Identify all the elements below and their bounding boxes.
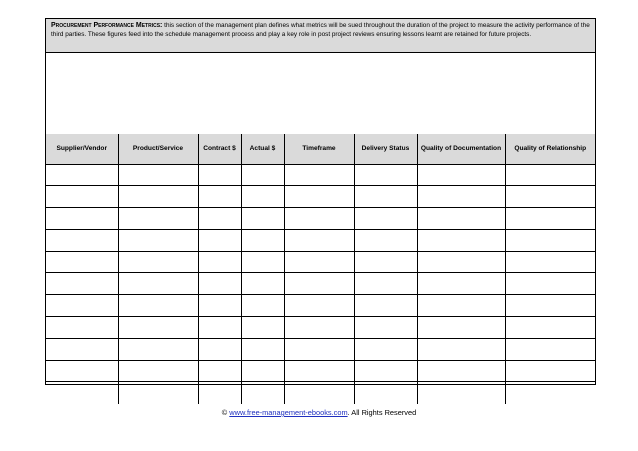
table-cell[interactable] [354, 208, 417, 230]
table-row [46, 382, 595, 404]
table-cell[interactable] [198, 164, 241, 186]
table-cell[interactable] [417, 317, 505, 339]
table-cell[interactable] [354, 338, 417, 360]
table-cell[interactable] [505, 338, 595, 360]
table-cell[interactable] [46, 208, 118, 230]
table-cell[interactable] [284, 382, 354, 404]
table-cell[interactable] [198, 338, 241, 360]
table-cell[interactable] [417, 273, 505, 295]
table-cell[interactable] [46, 295, 118, 317]
table-cell[interactable] [118, 164, 198, 186]
metrics-table [46, 134, 595, 404]
table-cell[interactable] [198, 382, 241, 404]
table-cell[interactable] [118, 382, 198, 404]
table-cell[interactable] [505, 229, 595, 251]
column-header-product-service: Product/Service [118, 134, 198, 164]
table-cell[interactable] [417, 295, 505, 317]
table-cell[interactable] [46, 338, 118, 360]
rights-text: . All Rights Reserved [347, 408, 417, 417]
table-cell[interactable] [46, 360, 118, 382]
table-cell[interactable] [505, 186, 595, 208]
table-cell[interactable] [284, 295, 354, 317]
table-cell[interactable] [118, 251, 198, 273]
table-cell[interactable] [284, 317, 354, 339]
table-cell[interactable] [46, 229, 118, 251]
table-cell[interactable] [241, 360, 284, 382]
website-link[interactable]: www.free-management-ebooks.com [229, 408, 348, 417]
table-cell[interactable] [241, 251, 284, 273]
table-body [46, 164, 595, 404]
table-cell[interactable] [118, 273, 198, 295]
table-cell[interactable] [354, 186, 417, 208]
table-cell[interactable] [284, 208, 354, 230]
table-cell[interactable] [118, 338, 198, 360]
table-cell[interactable] [417, 360, 505, 382]
table-cell[interactable] [284, 164, 354, 186]
table-cell[interactable] [118, 295, 198, 317]
table-cell[interactable] [505, 382, 595, 404]
table-cell[interactable] [505, 360, 595, 382]
column-header-delivery-status: Delivery Status [354, 134, 417, 164]
column-header-timeframe: Timeframe [284, 134, 354, 164]
table-row [46, 186, 595, 208]
table-cell[interactable] [118, 208, 198, 230]
column-header-quality-documentation: Quality of Documentation [417, 134, 505, 164]
table-cell[interactable] [118, 186, 198, 208]
footer [0, 408, 638, 417]
table-cell[interactable] [198, 186, 241, 208]
table-cell[interactable] [46, 186, 118, 208]
table-cell[interactable] [241, 208, 284, 230]
table-cell[interactable] [354, 273, 417, 295]
table-row [46, 338, 595, 360]
table-cell[interactable] [198, 273, 241, 295]
table-cell[interactable] [505, 273, 595, 295]
table-cell[interactable] [118, 229, 198, 251]
column-header-supplier-vendor: Supplier/Vendor [46, 134, 118, 164]
table-cell[interactable] [198, 295, 241, 317]
copyright-symbol: © [221, 408, 228, 417]
table-cell[interactable] [198, 208, 241, 230]
table-cell[interactable] [284, 360, 354, 382]
table-cell[interactable] [241, 164, 284, 186]
table-cell[interactable] [505, 208, 595, 230]
column-header-quality-relationship: Quality of Relationship [505, 134, 595, 164]
table-cell[interactable] [354, 382, 417, 404]
section-title: Procurement Performance Metrics: [51, 22, 163, 29]
table-cell[interactable] [354, 360, 417, 382]
table-row [46, 360, 595, 382]
table-row [46, 295, 595, 317]
table-cell[interactable] [505, 317, 595, 339]
table-row [46, 317, 595, 339]
table-cell[interactable] [46, 317, 118, 339]
table-cell[interactable] [354, 317, 417, 339]
table-cell[interactable] [505, 295, 595, 317]
table-cell[interactable] [46, 251, 118, 273]
table-cell[interactable] [417, 251, 505, 273]
table-cell[interactable] [241, 382, 284, 404]
notes-area[interactable] [46, 53, 595, 135]
table-cell[interactable] [354, 229, 417, 251]
table-cell[interactable] [417, 338, 505, 360]
table-row [46, 251, 595, 273]
table-cell[interactable] [118, 360, 198, 382]
table-cell[interactable] [198, 229, 241, 251]
table-cell[interactable] [354, 295, 417, 317]
table-cell[interactable] [198, 360, 241, 382]
table-cell[interactable] [354, 164, 417, 186]
table-cell[interactable] [241, 317, 284, 339]
column-header-contract: Contract $ [198, 134, 241, 164]
table-row [46, 164, 595, 186]
table-cell[interactable] [241, 295, 284, 317]
table-cell[interactable] [198, 317, 241, 339]
table-cell[interactable] [284, 273, 354, 295]
table-cell[interactable] [354, 251, 417, 273]
table-cell[interactable] [417, 229, 505, 251]
column-header-actual: Actual $ [241, 134, 284, 164]
table-cell[interactable] [505, 164, 595, 186]
table-cell[interactable] [46, 273, 118, 295]
table-header-row [46, 134, 595, 164]
table-cell[interactable] [505, 251, 595, 273]
table-cell[interactable] [284, 338, 354, 360]
table-cell[interactable] [417, 382, 505, 404]
table-cell[interactable] [284, 186, 354, 208]
table-cell[interactable] [241, 338, 284, 360]
table-cell[interactable] [417, 186, 505, 208]
section-description [46, 19, 595, 53]
section-body: this section of the management plan defines what metrics will be sued throughout the duration of the project to measure the activity performance of the third parties. These figures feed into the schedule management process and play a key role in post project reviews ensuring lessons learnt are retained for future projects. [51, 22, 590, 38]
table-row [46, 229, 595, 251]
table-row [46, 273, 595, 295]
table-cell[interactable] [241, 186, 284, 208]
table-cell[interactable] [46, 164, 118, 186]
table-cell[interactable] [417, 164, 505, 186]
table-cell[interactable] [198, 251, 241, 273]
table-cell[interactable] [46, 382, 118, 404]
table-row [46, 208, 595, 230]
table-cell[interactable] [241, 229, 284, 251]
table-cell[interactable] [284, 251, 354, 273]
table-cell[interactable] [417, 208, 505, 230]
procurement-metrics-form [45, 18, 596, 385]
table-cell[interactable] [118, 317, 198, 339]
table-cell[interactable] [284, 229, 354, 251]
table-cell[interactable] [241, 273, 284, 295]
